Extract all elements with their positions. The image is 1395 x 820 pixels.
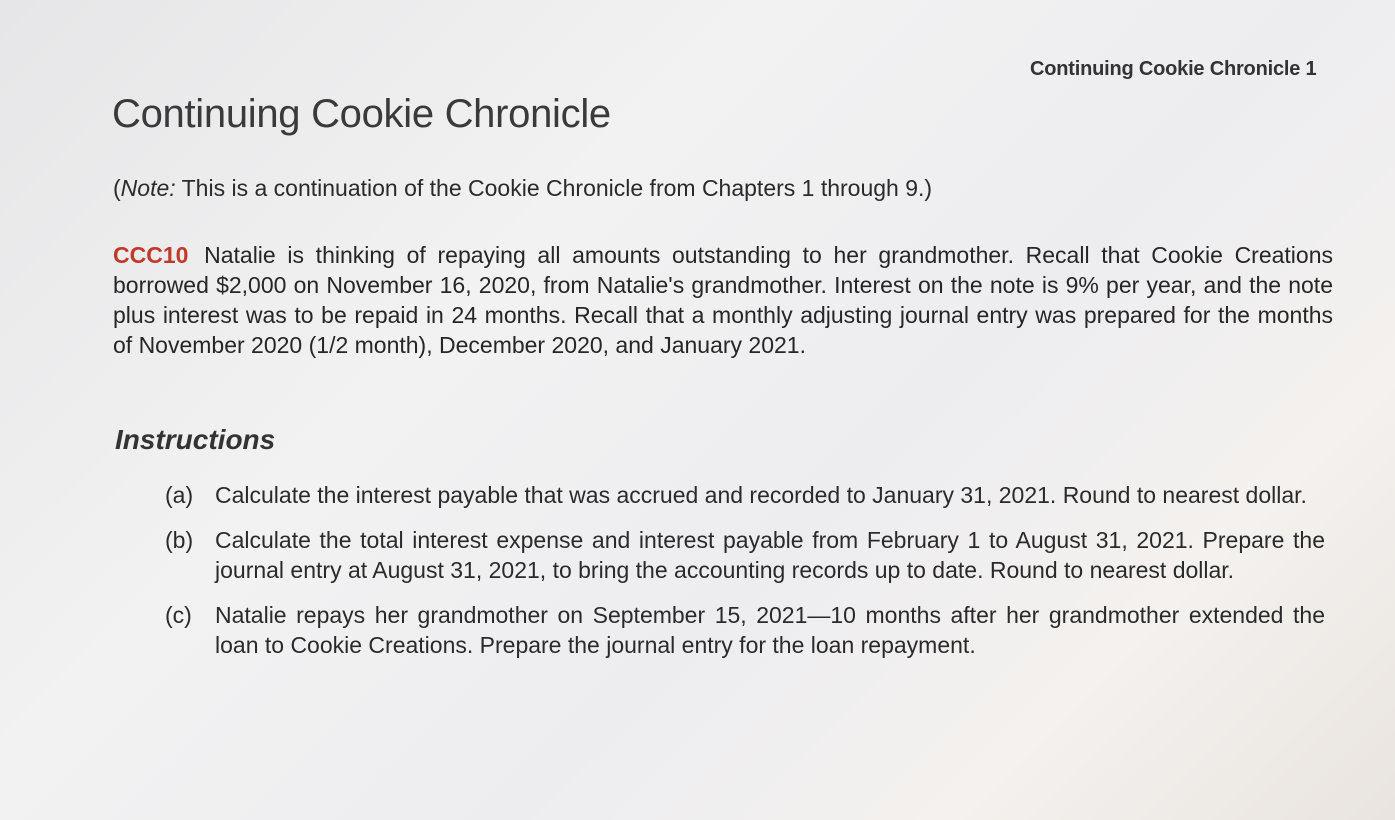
problem-text: Natalie is thinking of repaying all amounts outstanding to her grandmother. Recall that Cookie Creations borrowed $2,000 on November 16, 2020, from Natalie's grandmother. Interest on the note is 9% per year, and the note plus interest was to be repaid in 24 months. Recall that a monthly adjusting journal entry was prepared for the months of November 2020 (1/2 month), December 2020, and January 2021. (113, 242, 1334, 358)
chapter-note (113, 175, 932, 202)
instruction-item-a (165, 480, 1325, 510)
instruction-text: Calculate the interest payable that was accrued and recorded to January 31, 2021. Round to nearest dollar. (215, 482, 1307, 508)
instruction-item-b (165, 525, 1325, 585)
note-label: Note: (120, 175, 176, 201)
running-head: Continuing Cookie Chronicle 1 (1030, 58, 1317, 80)
note-text: This is a continuation of the Cookie Chronicle from Chapters 1 through 9.) (175, 175, 933, 201)
instruction-label: (c) (165, 602, 192, 628)
problem-statement (113, 240, 1333, 360)
instructions-heading: Instructions (115, 424, 276, 455)
note-open-paren: ( (113, 175, 121, 201)
instruction-text: Calculate the total interest expense and interest payable from February 1 to August 31, 2021. Prepare the journal entry at August 31, 2021, to bring the accounting records up to date. Round to nearest dollar. (215, 527, 1325, 583)
instruction-item-c (165, 600, 1325, 660)
problem-code: CCC10 (113, 242, 189, 268)
instruction-label: (b) (165, 527, 194, 553)
instructions-list (165, 480, 1325, 675)
instruction-text: Natalie repays her grandmother on September 15, 2021—10 months after her grandmother extended the loan to Cookie Creations. Prepare the journal entry for the loan repayment. (215, 602, 1325, 658)
page-title: Continuing Cookie Chronicle (112, 92, 611, 136)
instruction-label: (a) (165, 482, 194, 508)
